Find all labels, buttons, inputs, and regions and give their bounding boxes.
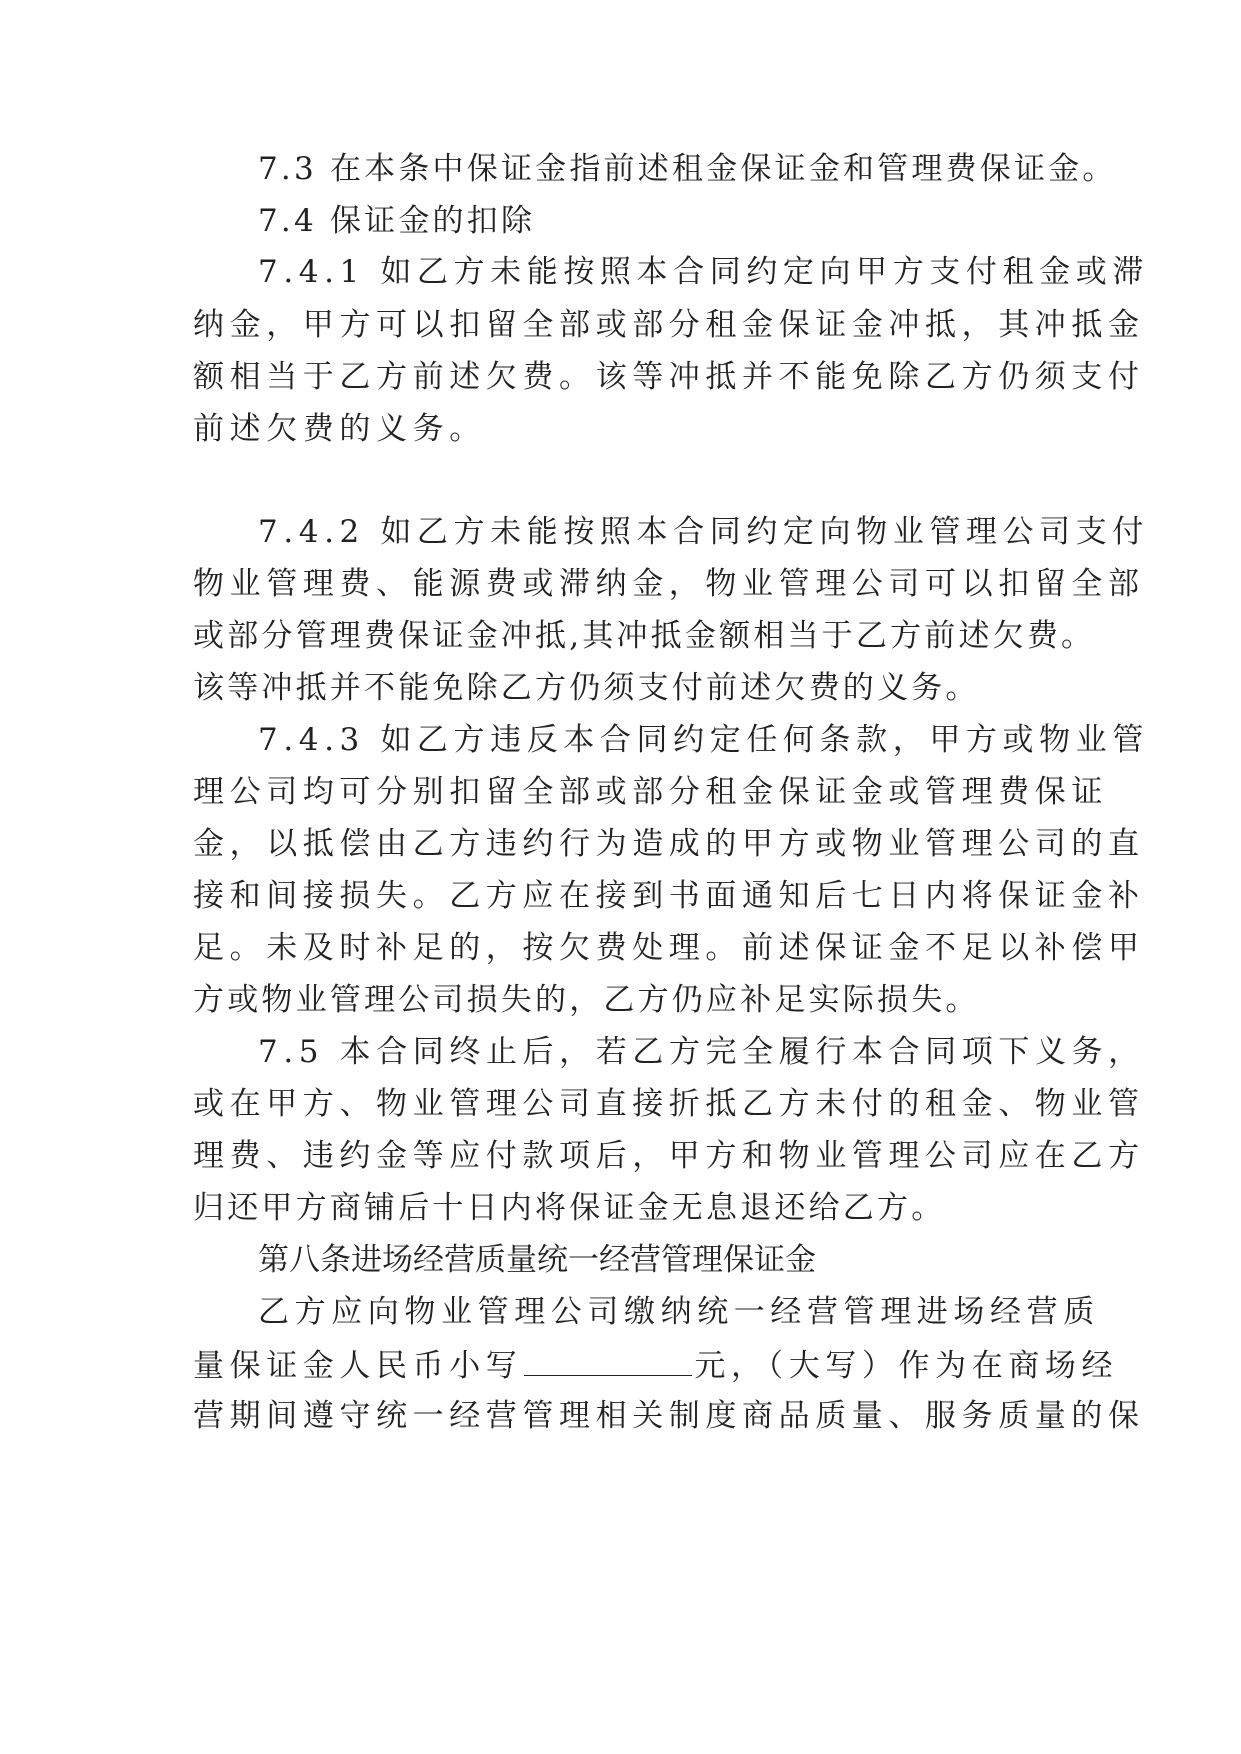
article-8-line-2-after-blank: 元，（大写）作为在商场经 <box>694 1348 1119 1384</box>
clause-7-4-1-line-4: 前述欠费的义务。 <box>193 411 486 447</box>
clause-7-4-3-line-5: 足。未及时补足的，按欠费处理。前述保证金不足以补偿甲 <box>193 930 1145 966</box>
clause-7-4-1-line-2: 纳金，甲方可以扣留全部或部分租金保证金冲抵，其冲抵金 <box>193 307 1145 343</box>
amount-fill-blank[interactable] <box>524 1349 692 1376</box>
clause-7-4-3-line-3: 金，以抵偿由乙方违约行为造成的甲方或物业管理公司的直 <box>193 826 1145 862</box>
clause-7-4-3-line-2: 理公司均可分别扣留全部或部分租金保证金或管理费保证 <box>193 774 1108 810</box>
clause-7-3: 7.3 在本条中保证金指前述租金保证金和管理费保证金。 <box>258 151 1117 187</box>
clause-7-5-line-4: 归还甲方商铺后十日内将保证金无息退还给乙方。 <box>193 1190 946 1226</box>
clause-7-4-2-line-4: 该等冲抵并不能免除乙方仍须支付前述欠费的义务。 <box>193 670 980 706</box>
clause-7-4-3-line-1: 7.4.3 如乙方违反本合同约定任何条款，甲方或物业管 <box>258 722 1149 758</box>
article-8-line-1: 乙方应向物业管理公司缴纳统一经营管理进场经营质 <box>258 1294 1100 1330</box>
clause-7-4-2-line-2: 物业管理费、能源费或滞纳金，物业管理公司可以扣留全部 <box>193 566 1145 602</box>
clause-7-4-heading: 7.4 保证金的扣除 <box>258 203 536 239</box>
article-8-heading: 第八条进场经营质量统一经营管理保证金 <box>258 1242 816 1278</box>
clause-7-4-1-line-1: 7.4.1 如乙方未能按照本合同约定向甲方支付租金或滞 <box>258 254 1149 290</box>
clause-7-4-1-line-3: 额相当于乙方前述欠费。该等冲抵并不能免除乙方仍须支付 <box>193 359 1145 395</box>
clause-7-5-line-1: 7.5 本合同终止后，若乙方完全履行本合同项下义务， <box>258 1034 1145 1070</box>
article-8-line-2-before-blank: 量保证金人民币小写 <box>193 1348 523 1384</box>
clause-7-5-line-3: 理费、违约金等应付款项后，甲方和物业管理公司应在乙方 <box>193 1138 1145 1174</box>
clause-7-5-line-2: 或在甲方、物业管理公司直接折抵乙方未付的租金、物业管 <box>193 1086 1145 1122</box>
clause-7-4-3-line-4: 接和间接损失。乙方应在接到书面通知后七日内将保证金补 <box>193 878 1145 914</box>
clause-7-4-2-line-3: 或部分管理费保证金冲抵,其冲抵金额相当于乙方前述欠费。 <box>193 618 1096 654</box>
clause-7-4-3-line-6: 方或物业管理公司损失的，乙方仍应补足实际损失。 <box>193 982 980 1018</box>
clause-7-4-2-line-1: 7.4.2 如乙方未能按照本合同约定向物业管理公司支付 <box>258 514 1149 550</box>
article-8-line-2 <box>193 1349 1118 1382</box>
article-8-line-3: 营期间遵守统一经营管理相关制度商品质量、服务质量的保 <box>193 1398 1145 1434</box>
